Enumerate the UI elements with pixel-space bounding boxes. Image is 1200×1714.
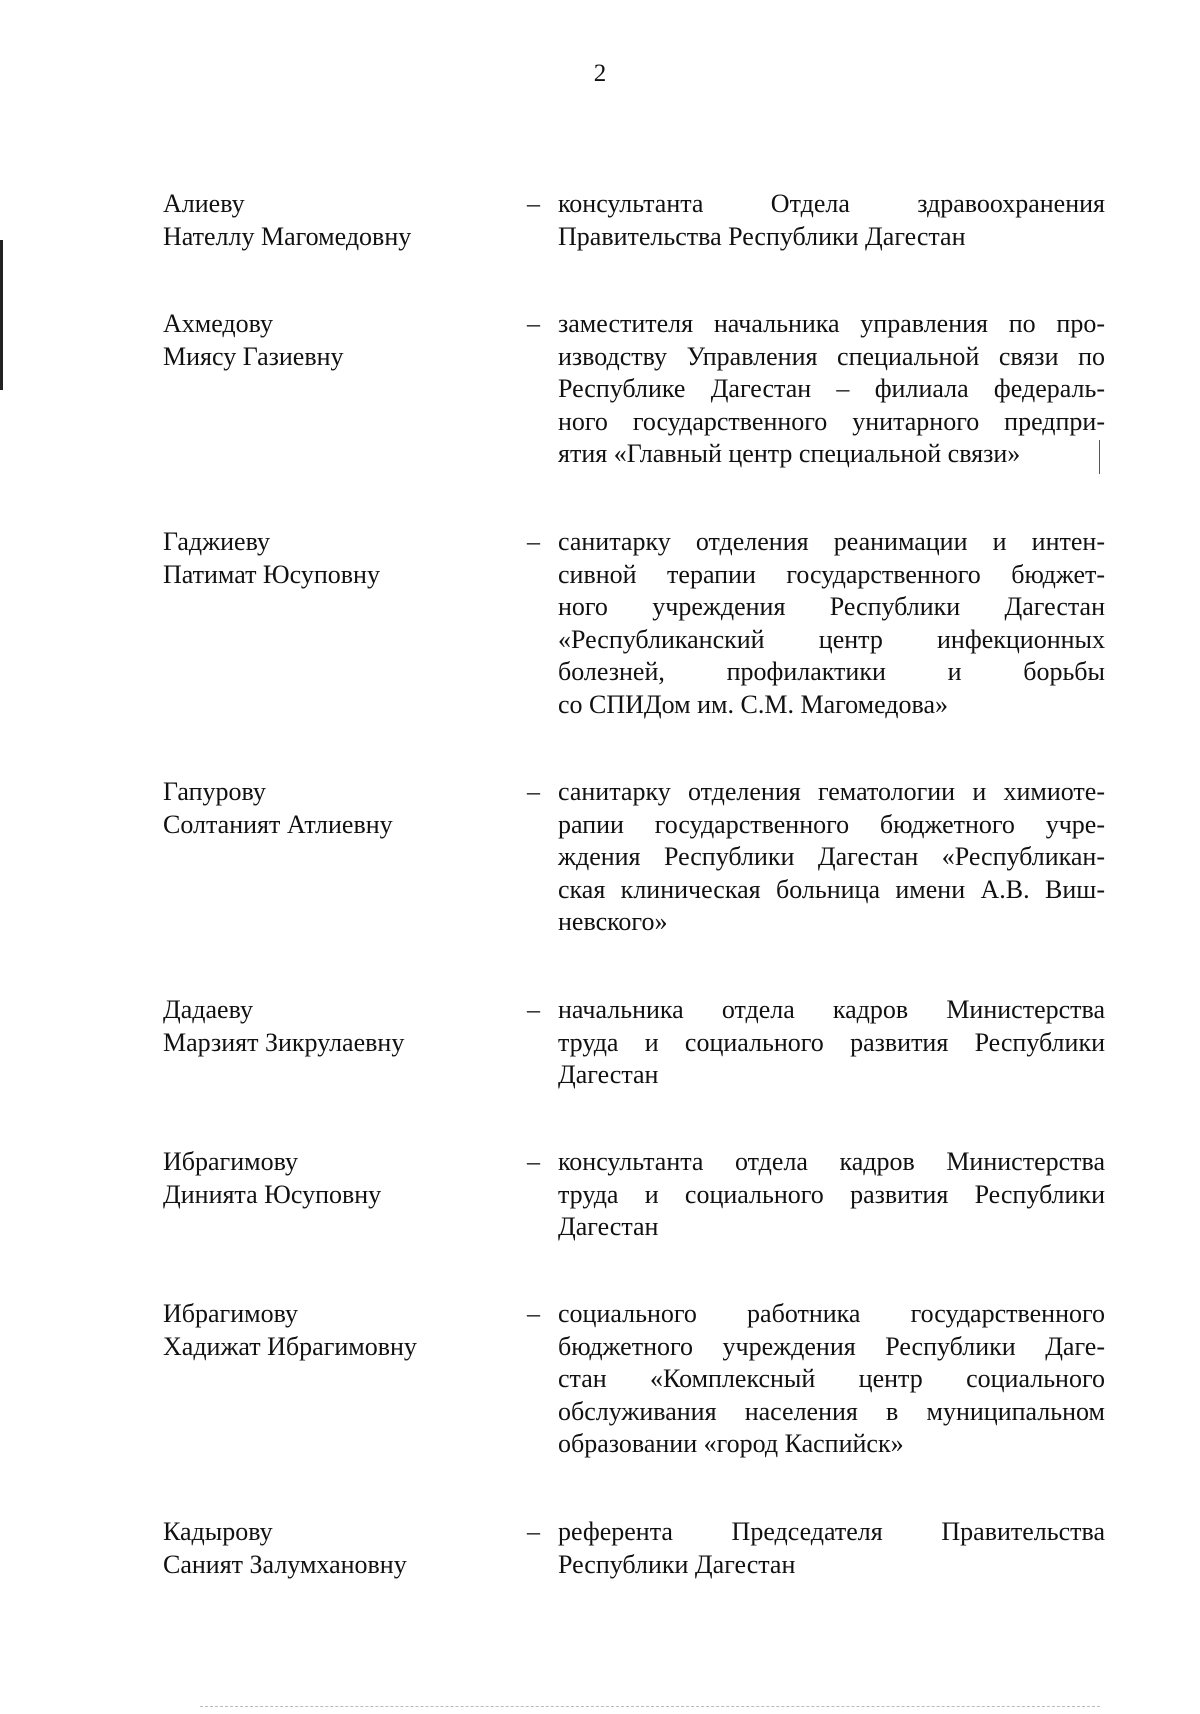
person-name [163,1516,503,1581]
dash: – [527,1147,540,1176]
surname: Ибрагимову [163,1299,298,1328]
position-line: труда и социального развития Республики [558,1027,1105,1057]
surname: Гаджиеву [163,527,270,556]
position-line: ного государственного унитарного предпри- [558,406,1105,436]
position-text [558,1146,1105,1244]
position-line: ждения Республики Дагестан «Республикан- [558,842,1105,871]
person-name [163,776,503,841]
position-line: Республике Дагестан – филиала федераль- [558,374,1105,403]
person-name [163,308,503,373]
person-name [163,188,503,253]
position-line: санитарку отделения гематологии и химиоте- [558,777,1105,806]
person-name [163,994,503,1059]
position-line: болезней, профилактики и борьбы [558,657,1105,686]
position-line: Дагестан [558,1212,659,1241]
surname: Ибрагимову [163,1147,298,1176]
position-text [558,188,1105,253]
person-name [163,526,503,591]
given-names: Миясу Газиевну [163,341,344,371]
scan-edge-mark [0,240,3,390]
position-line: санитарку отделения реанимации и интен- [558,527,1105,556]
dash: – [527,777,540,806]
position-line: Республики Дагестан [558,1549,796,1579]
position-line: изводству Управления специальной связи по [558,341,1105,371]
dash: – [527,189,540,218]
position-line: «Республиканский центр инфекционных [558,624,1105,654]
given-names: Хадижат Ибрагимовну [163,1331,417,1361]
position-text [558,1516,1105,1581]
position-text [558,308,1105,471]
position-line: социального работника государственного [558,1299,1105,1328]
position-line: консультанта Отдела здравоохранения [558,189,1105,218]
position-line: Дагестан [558,1060,659,1089]
dash: – [527,1517,540,1546]
position-line: бюджетного учреждения Республики Даге- [558,1331,1105,1361]
person-name [163,1146,503,1211]
position-line: ятия «Главный центр специальной связи» [558,439,1021,468]
given-names: Динията Юсуповну [163,1179,382,1209]
surname: Ахмедову [163,309,274,338]
position-text [558,776,1105,939]
position-text [558,1298,1105,1461]
position-line: труда и социального развития Республики [558,1179,1105,1209]
position-line: референта Председателя Правительства [558,1517,1105,1546]
scan-bottom-edge [200,1706,1100,1707]
position-text [558,526,1105,721]
position-text [558,994,1105,1092]
position-line: обслуживания населения в муниципальном [558,1396,1105,1426]
page-number: 2 [593,60,607,87]
position-line: ного учреждения Республики Дагестан [558,592,1105,621]
given-names: Марзият Зикрулаевну [163,1027,405,1057]
dash: – [527,527,540,556]
surname: Кадырову [163,1517,273,1546]
position-line: сивной терапии государственного бюджет- [558,559,1105,589]
surname: Гапурову [163,777,266,806]
position-line: стан «Комплексный центр социального [558,1364,1105,1393]
given-names: Солтаният Атлиевну [163,809,393,839]
given-names: Саният Залумхановну [163,1549,407,1579]
position-line: Правительства Республики Дагестан [558,221,966,251]
position-line: консультанта отдела кадров Министерства [558,1147,1105,1176]
position-line: ская клиническая больница имени А.В. Виш- [558,874,1105,904]
person-name [163,1298,503,1363]
position-line: невского» [558,907,668,936]
surname: Алиеву [163,189,245,218]
dash: – [527,1299,540,1328]
position-line: рапии государственного бюджетного учре- [558,809,1105,839]
position-line: заместителя начальника управления по про- [558,309,1105,338]
given-names: Патимат Юсуповну [163,559,380,589]
surname: Дадаеву [163,995,253,1024]
position-line: начальника отдела кадров Министерства [558,995,1105,1024]
position-line: образовании «город Каспийск» [558,1429,904,1458]
dash: – [527,309,540,338]
position-line: со СПИДом им. С.М. Магомедова» [558,689,948,719]
given-names: Нателлу Магомедовну [163,221,412,251]
dash: – [527,995,540,1024]
